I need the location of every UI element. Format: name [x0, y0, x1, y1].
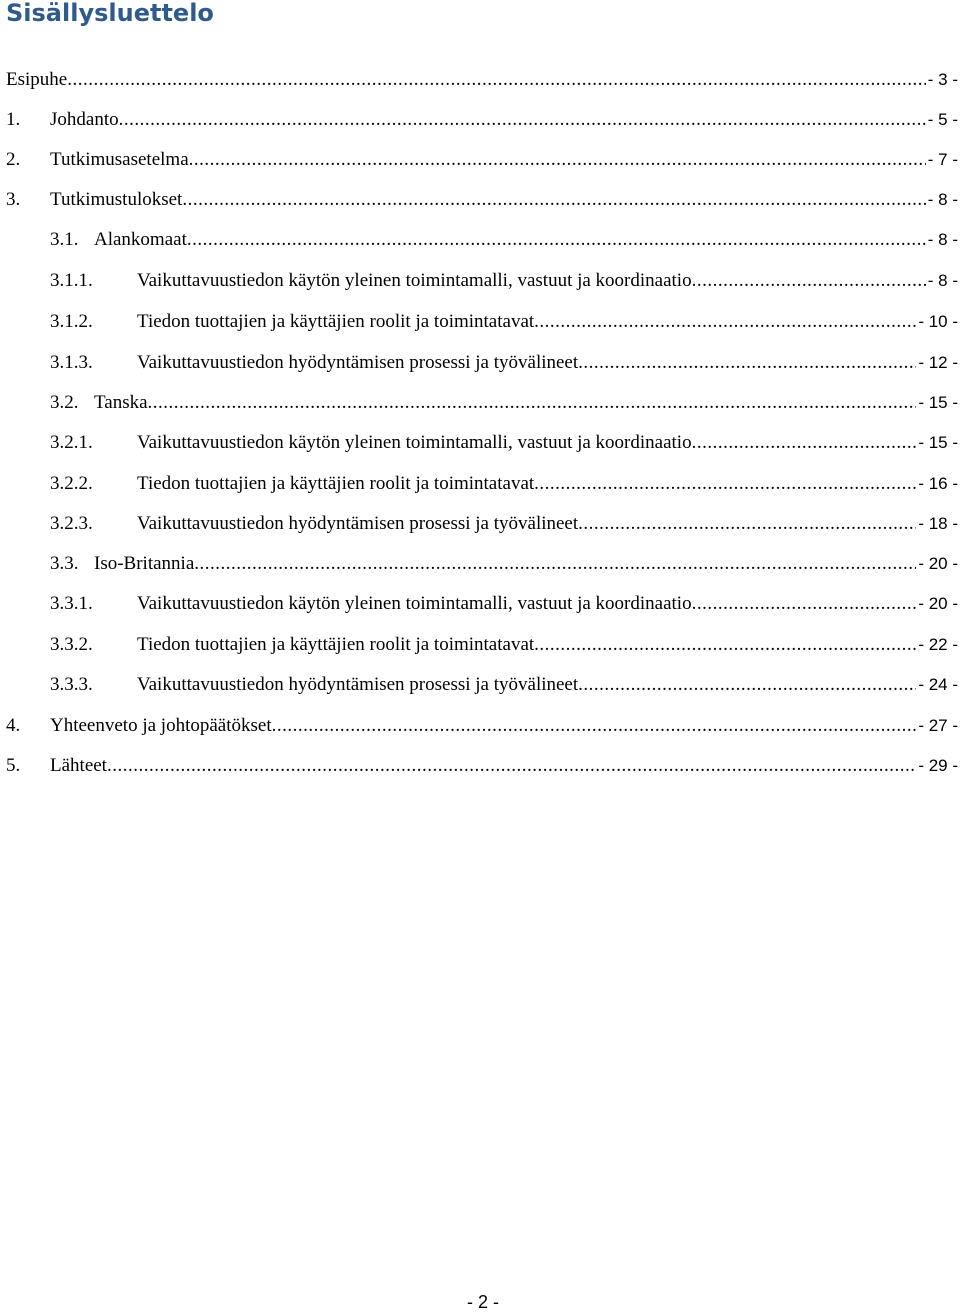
- toc-entry-title: Vaikuttavuustiedon käytön yleinen toimintamalli, vastuut ja koordinaatio: [137, 432, 692, 453]
- toc-entry[interactable]: [0, 670, 958, 700]
- toc-entry-page: - 15 -: [918, 433, 958, 452]
- toc-entry[interactable]: [0, 469, 958, 499]
- toc-entry-title: Vaikuttavuustiedon hyödyntämisen prosessi ja työvälineet: [137, 352, 579, 373]
- toc-entry-page: - 22 -: [918, 635, 958, 654]
- toc-entry-title: Tiedon tuottajien ja käyttäjien roolit ja toimintatavat: [137, 634, 535, 655]
- toc-entry-title: Tiedon tuottajien ja käyttäjien roolit ja toimintatavat: [137, 473, 535, 494]
- toc-dot-leader: [187, 225, 926, 255]
- toc-dot-leader: [534, 469, 916, 499]
- toc-entry-number: 5.: [6, 755, 21, 776]
- toc-entry-title: Vaikuttavuustiedon käytön yleinen toimintamalli, vastuut ja koordinaatio: [137, 270, 692, 291]
- toc-entry-page: - 29 -: [918, 756, 958, 775]
- toc-entry-title: Esipuhe: [6, 69, 68, 90]
- page-number: - 2 -: [466, 1292, 499, 1312]
- toc-dot-leader: [148, 388, 917, 418]
- toc-entry-title: Lähteet: [50, 755, 107, 776]
- toc-entry-number: 3.1.1.: [50, 270, 93, 291]
- toc-entry[interactable]: [0, 185, 958, 215]
- toc-dot-leader: [692, 428, 917, 458]
- toc-entry[interactable]: [0, 509, 958, 539]
- toc-entry-title: Vaikuttavuustiedon hyödyntämisen prosessi ja työvälineet: [137, 513, 579, 534]
- toc-entry-number: 3.1.3.: [50, 352, 93, 373]
- toc-entry[interactable]: [0, 307, 958, 337]
- toc-entry-number: 1.: [6, 109, 21, 130]
- toc-entry-title: Iso-Britannia: [94, 553, 195, 574]
- toc-dot-leader: [189, 145, 926, 175]
- toc-entry-page: - 8 -: [927, 190, 958, 209]
- toc-entry-page: - 7 -: [927, 150, 958, 169]
- toc-entry[interactable]: [0, 145, 958, 175]
- toc-entry-page: - 18 -: [918, 514, 958, 533]
- toc-dot-leader: [578, 509, 916, 539]
- toc-entry-title: Tutkimusasetelma: [50, 149, 189, 170]
- toc-entry-number: 4.: [6, 715, 21, 736]
- page-title: Sisällysluettelo: [6, 0, 214, 27]
- toc-entry[interactable]: [0, 225, 958, 255]
- toc-dot-leader: [578, 670, 916, 700]
- toc-entry-page: - 3 -: [927, 70, 958, 89]
- toc-dot-leader: [272, 711, 917, 741]
- toc-entry[interactable]: [0, 751, 958, 781]
- toc-dot-leader: [534, 307, 916, 337]
- toc-entry-page: - 20 -: [918, 554, 958, 573]
- toc-entry[interactable]: [0, 630, 958, 660]
- toc-entry-number: 3.2.: [50, 392, 79, 413]
- toc-dot-leader: [534, 630, 916, 660]
- toc-entry-page: - 15 -: [918, 393, 958, 412]
- toc-entry-title: Vaikuttavuustiedon hyödyntämisen prosessi ja työvälineet: [137, 674, 579, 695]
- toc-entry-page: - 24 -: [918, 675, 958, 694]
- toc-entry-page: - 5 -: [927, 110, 958, 129]
- toc-dot-leader: [119, 105, 926, 135]
- toc-entry-title: Tutkimustulokset: [50, 189, 183, 210]
- toc-entry-number: 3.1.: [50, 229, 79, 250]
- toc-entry[interactable]: [0, 549, 958, 579]
- toc-dot-leader: [692, 266, 926, 296]
- toc-entry[interactable]: [0, 266, 958, 296]
- toc-entry-page: - 27 -: [918, 716, 958, 735]
- toc-entry-title: Tanska: [94, 392, 148, 413]
- toc-entry-number: 3.2.3.: [50, 513, 93, 534]
- toc-entry-title: Alankomaat: [94, 229, 187, 250]
- toc-entry[interactable]: [0, 589, 958, 619]
- toc-entry-page: - 12 -: [918, 353, 958, 372]
- toc-dot-leader: [67, 65, 926, 95]
- toc-entry[interactable]: [0, 388, 958, 418]
- toc-entry-title: Johdanto: [50, 109, 119, 130]
- toc-entry-number: 3.3.: [50, 553, 79, 574]
- toc-entry-number: 3.: [6, 189, 21, 210]
- toc-entry-title: Vaikuttavuustiedon käytön yleinen toimintamalli, vastuut ja koordinaatio: [137, 593, 692, 614]
- toc-entry-number: 3.3.3.: [50, 674, 93, 695]
- toc-entry[interactable]: [0, 348, 958, 378]
- toc-entry-number: 3.2.1.: [50, 432, 93, 453]
- toc-entry-number: 3.3.2.: [50, 634, 93, 655]
- toc-entry-page: - 20 -: [918, 594, 958, 613]
- toc-dot-leader: [194, 549, 916, 579]
- toc-entry-number: 3.2.2.: [50, 473, 93, 494]
- toc-entry-number: 3.1.2.: [50, 311, 93, 332]
- toc-entry[interactable]: [0, 105, 958, 135]
- toc-entry-page: - 16 -: [918, 474, 958, 493]
- toc-entry-title: Yhteenveto ja johtopäätökset: [50, 715, 272, 736]
- toc-dot-leader: [692, 589, 917, 619]
- toc-entry[interactable]: [0, 711, 958, 741]
- toc-entry-page: - 8 -: [927, 230, 958, 249]
- toc-entry-page: - 8 -: [927, 271, 958, 290]
- toc-entry[interactable]: [0, 65, 958, 95]
- toc-entry-page: - 10 -: [918, 312, 958, 331]
- toc-entry-number: 2.: [6, 149, 21, 170]
- toc-dot-leader: [107, 751, 916, 781]
- toc-dot-leader: [182, 185, 925, 215]
- toc-entry[interactable]: [0, 428, 958, 458]
- toc-entry-title: Tiedon tuottajien ja käyttäjien roolit ja toimintatavat: [137, 311, 535, 332]
- toc-dot-leader: [578, 348, 916, 378]
- toc-entry-number: 3.3.1.: [50, 593, 93, 614]
